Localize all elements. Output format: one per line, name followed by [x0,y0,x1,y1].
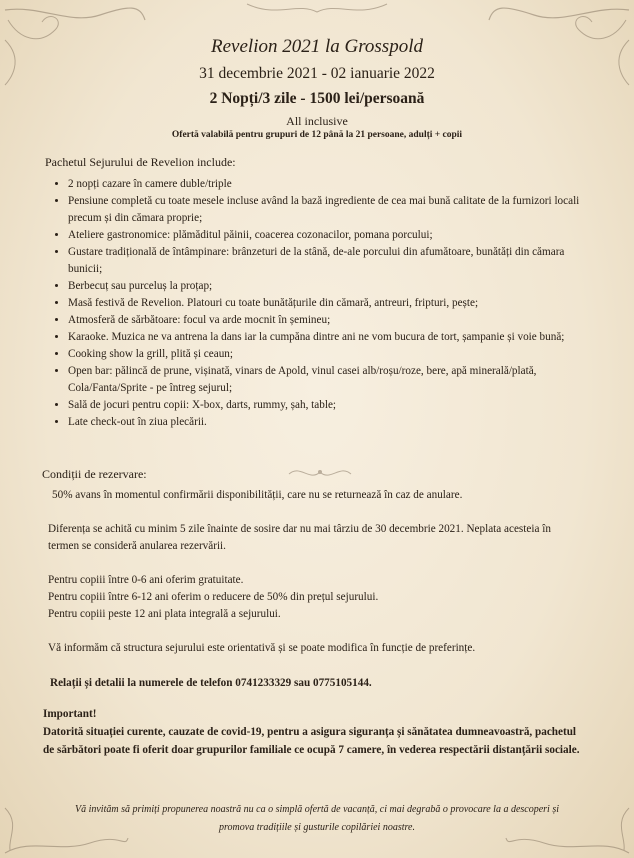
list-item: • Gustare tradițională de întâmpinare: brânzeturi de la stână, de-ale porcului din afumătoare, bunătăți din cămara bunicii; [68,244,588,278]
page-title: Revelion 2021 la Grosspold [211,36,423,57]
contact-line: Relații și detalii la numerele de telefon 0741233329 sau 0775105144. [50,677,372,689]
structure-note: Vă informăm că structura sejurului este orientativă și se poate modifica în funcție de preferințe. [48,642,476,654]
list-item: • Cooking show la grill, plită și ceaun; [68,346,588,363]
list-item: • Ateliere gastronomice: plămăditul păinii, coacerea cozonacilor, pomana porcului; [68,227,588,244]
list-item: • 2 nopți cazare în camere duble/triple [68,176,588,193]
event-dates: 31 decembrie 2021 - 02 ianuarie 2022 [199,65,435,82]
list-item: • Pensiune completă cu toate mesele incluse având la bază ingrediente de cea mai bună calitate de la furnizori locali precum și din cămara proprie; [68,193,588,227]
ornament-divider-icon [285,462,355,484]
list-item: • Sală de jocuri pentru copii: X-box, darts, rummy, șah, table; [68,397,588,414]
offer-note: Ofertă valabilă pentru grupuri de 12 până la 21 persoane, adulți + copii [171,130,463,140]
list-item: • Open bar: pălincă de prune, vișinată, vinars de Apold, vinul casei alb/roșu/roze, bere, apă minerală/plată, Cola/Fanta/Sprite - pe întreg sejurul; [68,363,588,397]
difference-paragraph: Diferența se achită cu minim 5 zile înainte de sosire dar nu mai târziu de 30 decembrie 2021. Neplata acesteia în termen se consideră anularea rezervării. [48,523,551,552]
advance-paragraph: 50% avans în momentul confirmării disponibilității, care nu se returnează în caz de anulare. [52,489,463,501]
list-item: • Atmosferă de sărbătoare: focul va arde mocnit în șemineu; [68,312,588,329]
package-price: 2 Nopți/3 zile - 1500 lei/persoană [209,90,425,107]
list-item: • Berbecuț sau purceluș la proțap; [68,278,588,295]
list-item: • Late check-out în ziua plecării. [68,414,588,431]
kids-6-12-text: Pentru copiii între 6-12 ani oferim o reducere de 50% din prețul sejurului. [48,591,379,603]
kids-12-text: Pentru copiii peste 12 ani plata integrală a sejurului. [48,608,281,620]
list-item: • Masă festivă de Revelion. Platouri cu toate bunătățurile din cămară, antreuri, fripturi, pește; [68,295,588,312]
kids-0-6-text: Pentru copiii între 0-6 ani oferim gratuitate. [48,574,244,586]
ornament-top-center-icon [237,0,397,22]
important-text: Datorită situației curente, cauzate de covid-19, pentru a asigura siguranța și sănătatea dumneavoastră, pachetul de sărbători poate fi oferit doar grupurilor familiale ce ocupă 7 camere, în vederea respectării distanțării sociale. [43,726,580,756]
all-inclusive-label: All inclusive [286,114,348,128]
conditions-heading: Condiții de rezervare: [42,467,147,481]
package-list [50,176,588,431]
closing-note: Vă invităm să primiți propunerea noastră nu ca o simplă ofertă de vacanță, ci mai degrabă o provocare la a descoperi și promova tradițiile și gusturile copilăriei noastre. [74,804,560,833]
package-heading: Pachetul Sejurului de Revelion include: [45,155,236,169]
list-item: • Karaoke. Muzica ne va antrena la dans iar la cumpăna dintre ani ne vom bucura de tort, șampanie și voie bună; [68,329,588,346]
important-label: Important! [43,708,97,720]
